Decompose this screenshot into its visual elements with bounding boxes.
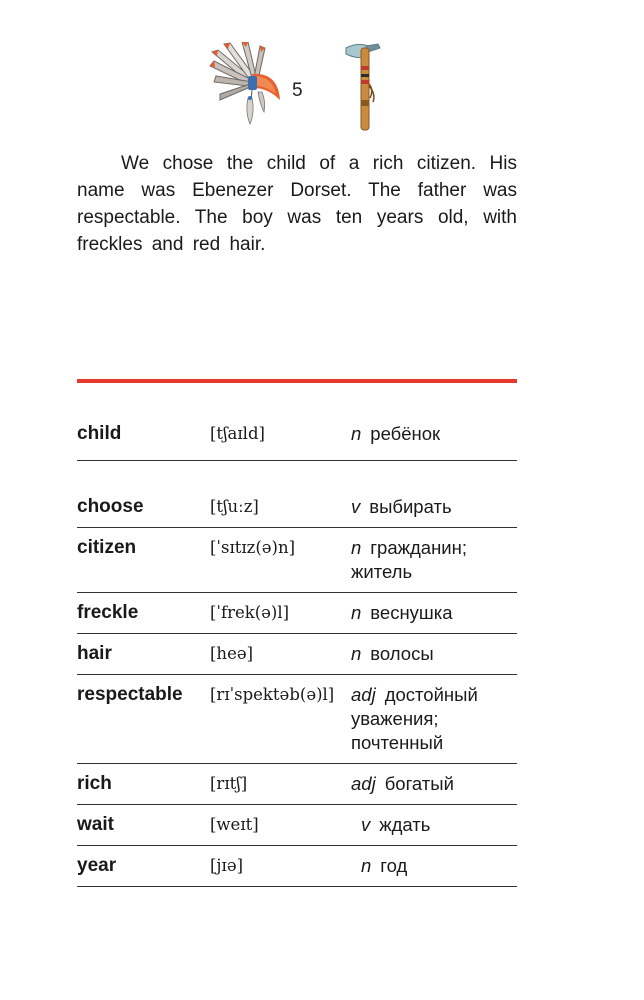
vocab-word: year bbox=[77, 855, 117, 876]
vocab-translation: волосы bbox=[370, 643, 434, 664]
vocabulary-list bbox=[77, 418, 517, 887]
vocab-word: choose bbox=[77, 496, 144, 517]
vocab-meaning bbox=[351, 601, 517, 625]
vocab-row bbox=[77, 634, 517, 675]
vocab-translation: ребёнок bbox=[370, 423, 441, 444]
vocab-part-of-speech: adj bbox=[351, 773, 376, 794]
vocab-meaning bbox=[361, 854, 527, 878]
vocab-part-of-speech: n bbox=[351, 423, 362, 444]
vocab-meaning bbox=[351, 422, 517, 446]
vocab-part-of-speech: adj bbox=[351, 684, 376, 705]
vocab-word: rich bbox=[77, 773, 112, 794]
vocab-translation: ждать bbox=[379, 814, 431, 835]
vocab-translation: достойный уважения; почтенный bbox=[351, 684, 478, 753]
vocab-meaning bbox=[351, 772, 517, 796]
vocab-word: child bbox=[77, 423, 122, 444]
vocab-word: wait bbox=[77, 814, 114, 835]
vocab-transcription: [heə] bbox=[210, 644, 254, 663]
vocab-meaning bbox=[351, 536, 517, 584]
vocab-transcription: [ˈsɪtɪz(ə)n] bbox=[210, 538, 296, 557]
vocab-transcription: [jɪə] bbox=[210, 856, 244, 875]
vocab-row bbox=[77, 593, 517, 634]
vocab-part-of-speech: v bbox=[361, 814, 371, 835]
vocab-part-of-speech: n bbox=[351, 537, 362, 558]
vocab-row bbox=[77, 487, 517, 528]
vocab-row bbox=[77, 418, 517, 461]
vocab-part-of-speech: n bbox=[351, 602, 362, 623]
vocab-translation: веснушка bbox=[370, 602, 453, 623]
tomahawk-icon bbox=[340, 40, 390, 132]
vocab-row bbox=[77, 528, 517, 593]
page-number: 5 bbox=[292, 80, 303, 101]
vocab-transcription: [tʃuːz] bbox=[210, 497, 259, 516]
feather-headdress-icon bbox=[208, 42, 286, 126]
story-paragraph: We chose the child of a rich citizen. His name was Ebenezer Dorset. The father was respectable. The boy was ten years old, with freckles and red hair. bbox=[77, 153, 517, 255]
vocab-translation: год bbox=[380, 855, 408, 876]
vocab-translation: гражданин; житель bbox=[351, 537, 467, 582]
vocab-translation: богатый bbox=[384, 773, 454, 794]
vocab-row bbox=[77, 846, 517, 887]
vocab-translation: выбирать bbox=[369, 496, 452, 517]
vocab-transcription: [tʃaɪld] bbox=[210, 424, 265, 443]
vocab-meaning bbox=[361, 813, 527, 837]
vocab-transcription: [weɪt] bbox=[210, 815, 259, 834]
vocab-transcription: [ˈfrek(ə)l] bbox=[210, 603, 290, 622]
vocab-transcription: [rɪtʃ] bbox=[210, 774, 248, 793]
vocab-row bbox=[77, 764, 517, 805]
vocab-part-of-speech: v bbox=[351, 496, 361, 517]
vocab-part-of-speech: n bbox=[361, 855, 372, 876]
vocab-word: hair bbox=[77, 643, 112, 664]
vocab-meaning bbox=[351, 683, 517, 755]
vocab-word: citizen bbox=[77, 537, 137, 558]
vocab-meaning bbox=[351, 642, 517, 666]
vocab-part-of-speech: n bbox=[351, 643, 362, 664]
vocab-meaning bbox=[351, 495, 517, 519]
vocab-word: freckle bbox=[77, 602, 139, 623]
vocab-row bbox=[77, 805, 517, 846]
section-divider bbox=[77, 379, 517, 383]
vocab-row bbox=[77, 675, 517, 764]
page-header bbox=[0, 38, 644, 130]
vocab-transcription: [rɪˈspektəb(ə)l] bbox=[210, 685, 335, 704]
vocab-word: respectable bbox=[77, 684, 183, 705]
